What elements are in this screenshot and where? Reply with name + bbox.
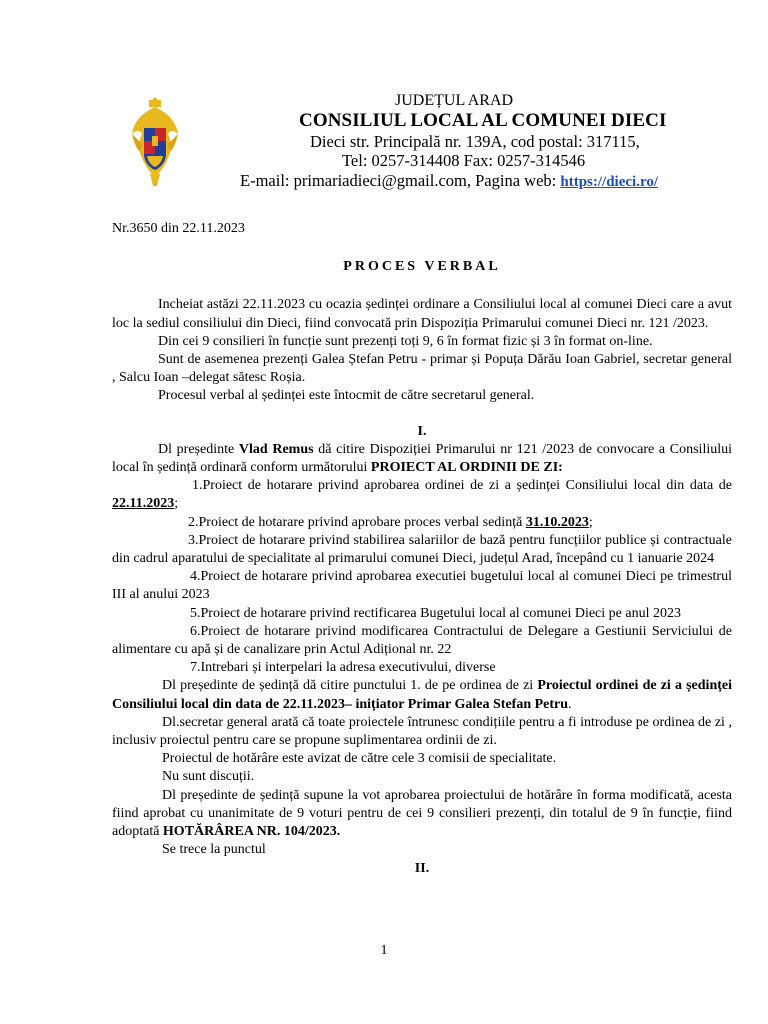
vote-text: Dl președinte de ședință supune la vot aprobarea proiectului de hotărâre în forma modificată, acesta fiind aprobat cu unanimitate de 9 voturi pentru de cei 9 consilieri prezenți, din totalul de 9 în funcție, fiind adoptată — [112, 787, 732, 840]
document-title: PROCES VERBAL — [343, 259, 501, 275]
section-heading-i: I. — [417, 423, 427, 439]
coat-of-arms-icon — [130, 98, 180, 188]
document-number: Nr.3650 din 22.11.2023 — [112, 221, 245, 236]
agenda-item-1-end: ; — [174, 496, 179, 512]
point-1-end: . — [568, 696, 572, 712]
agenda-intro-text: Dl președinte — [158, 441, 239, 457]
agenda-item-2-date: 31.10.2023 — [525, 514, 589, 530]
section-heading-ii: II. — [414, 860, 430, 876]
agenda-item-3: 3.Proiect de hotarare privind stabilirea salariilor de bază pentru funcțiilor publice și contractuale din cadrul aparatului de specialitate al primarului comunei Dieci, județul Arad, începând cu 1 ianuarie 2024 — [112, 532, 732, 567]
agenda-item-5: 5.Proiect de hotarare privind rectificarea Bugetului local al comunei Dieci pe anul 2023 — [190, 605, 681, 621]
agenda-item-2-text: 2.Proiect de hotarare privind aprobare proces verbal sedință — [188, 514, 526, 530]
agenda-item-1-date: 22.11.2023 — [112, 496, 175, 512]
committee-opinion-paragraph: Proiectul de hotărâre este avizat de către cele 3 comisii de specialitate. — [162, 751, 557, 767]
council-contact — [240, 171, 658, 191]
agenda-item-6: 6.Proiect de hotarare privind modificarea Contractului de Delegare a Gestiunii Serviciului de alimentare cu apă și de canalizare prin Actul Adițional nr. 22 — [112, 623, 732, 658]
council-phone: Tel: 0257-314408 Fax: 0257-314546 — [342, 151, 586, 170]
no-discussion-paragraph: Nu sunt discuții. — [162, 769, 255, 785]
document-body — [112, 220, 732, 878]
point-1-reading-text: Dl președinte de ședință dă citire punctului 1. de pe ordinea de zi — [162, 678, 538, 694]
agenda-item-1 — [112, 477, 732, 513]
intro-paragraph: Incheiat astăzi 22.11.2023 cu ocazia ședinței ordinare a Consiliului local al comunei Dieci care a avut loc la sediul consiliului din Dieci, fiind convocată prin Dispoziția Primarului comunei Dieci nr. 121 /2023. — [112, 297, 732, 331]
website-link[interactable]: https://dieci.ro/ — [560, 174, 658, 190]
vote-paragraph — [112, 787, 732, 842]
attendance-paragraph: Din cei 9 consilieri în funcție sunt prezenți toți 9, 6 în format fizic și 3 în format on-line. — [158, 333, 653, 349]
point-1-reading-paragraph — [112, 677, 732, 713]
agenda-item-7: 7.Intrebari și interpelari la adresa executivului, diverse — [190, 660, 496, 676]
secretary-statement-paragraph: Dl.secretar general arată că toate proiectele întrunesc condițiile pentru a fi introduse pe ordinea de zi , inclusiv proiectul pentru care se propune suplimentarea ordinii de zi. — [112, 714, 732, 749]
agenda-item-4: 4.Proiect de hotarare privind aprobarea executiei bugetului local al comunei Dieci pe trimestrul III al anului 2023 — [112, 569, 732, 603]
page-number: 1 — [380, 943, 388, 958]
agenda-intro-text-cont: dă citire Dispoziției Primarului nr 121 /2023 de convocare a Consiliului local în ședință ordinară conform următorului — [112, 441, 733, 476]
email-text: E-mail: primariadieci@gmail.com, Pagina web: — [240, 171, 561, 190]
agenda-item-2-end: ; — [588, 514, 593, 530]
council-name: CONSILIUL LOCAL AL COMUNEI DIECI — [299, 110, 667, 131]
decision-number: HOTĂRÂREA NR. 104/2023. — [162, 824, 341, 840]
president-name: Vlad Remus — [238, 441, 314, 457]
county-name: JUDEȚUL ARAD — [395, 92, 514, 109]
council-address: Dieci str. Principală nr. 139A, cod postal: 317115, — [310, 132, 640, 151]
letterhead — [0, 0, 768, 200]
agenda-intro-paragraph — [112, 441, 732, 477]
next-point-paragraph: Se trece la punctul — [162, 842, 266, 858]
agenda-item-1-text: 1.Proiect de hotarare privind aprobarea ordinei de zi a ședinței Consiliului local din data de — [192, 478, 732, 494]
point-1-title: Proiectul ordinei de zi a ședinței Consiliului local din data de 22.11.2023– inițiator Primar Galea Stefan Petru — [112, 678, 732, 712]
present-officials-paragraph: Sunt de asemenea prezenți Galea Ștefan Petru - primar și Popuța Dărău Ioan Gabriel, secretar general , Salcu Ioan –delegat sătesc Roșia. — [112, 352, 732, 386]
agenda-heading: PROIECT AL ORDINII DE ZI: — [370, 460, 563, 476]
agenda-item-2 — [112, 514, 732, 532]
secretary-paragraph: Procesul verbal al ședinței este întocmit de către secretarul general. — [158, 388, 535, 404]
